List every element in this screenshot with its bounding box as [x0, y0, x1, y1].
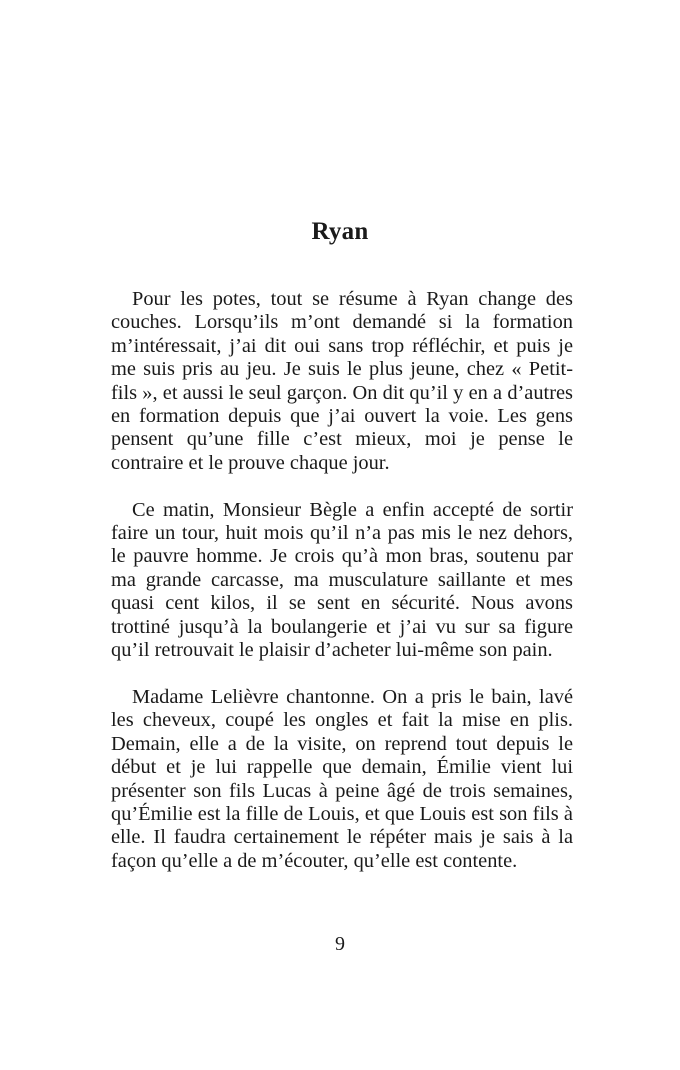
paragraph-3: Madame Lelièvre chantonne. On a pris le bain, lavé les cheveux, coupé les ongles et fait la mise en plis. Demain, elle a de la visite, on reprend tout depuis le début et je lui rappelle que demain, Émilie vient lui présenter son fils Lucas à peine âgé de trois semaines, qu’Émilie est la fille de Louis, et que Louis est son fils à elle. Il faudra certainement le répéter mais je sais à la façon qu’elle a de m’écouter, qu’elle est contente. [111, 685, 573, 872]
chapter-body [111, 288, 573, 873]
paragraph-2: Ce matin, Monsieur Bègle a enfin accepté de sortir faire un tour, huit mois qu’il n’a pas mis le nez dehors, le pauvre homme. Je crois qu’à mon bras, soutenu par ma grande carcasse, ma musculature saillante et mes quasi cent kilos, il se sent en sécurité. Nous avons trottiné jusqu’à la boulangerie et j’ai vu sur sa figure qu’il retrouvait le plaisir d’acheter lui-même son pain. [111, 498, 573, 662]
page-number: 9 [335, 933, 345, 955]
paragraph-1: Pour les potes, tout se résume à Ryan change des couches. Lorsqu’ils m’ont demandé si la formation m’intéressait, j’ai dit oui sans trop réfléchir, et puis je me suis pris au jeu. Je suis le plus jeune, chez « Petit-fils », et aussi le seul garçon. On dit qu’il y en a d’autres en formation depuis que j’ai ouvert la voie. Les gens pensent qu’une fille c’est mieux, moi je pense le contraire et le prouve chaque jour. [111, 288, 573, 474]
chapter-title: Ryan [311, 218, 369, 245]
